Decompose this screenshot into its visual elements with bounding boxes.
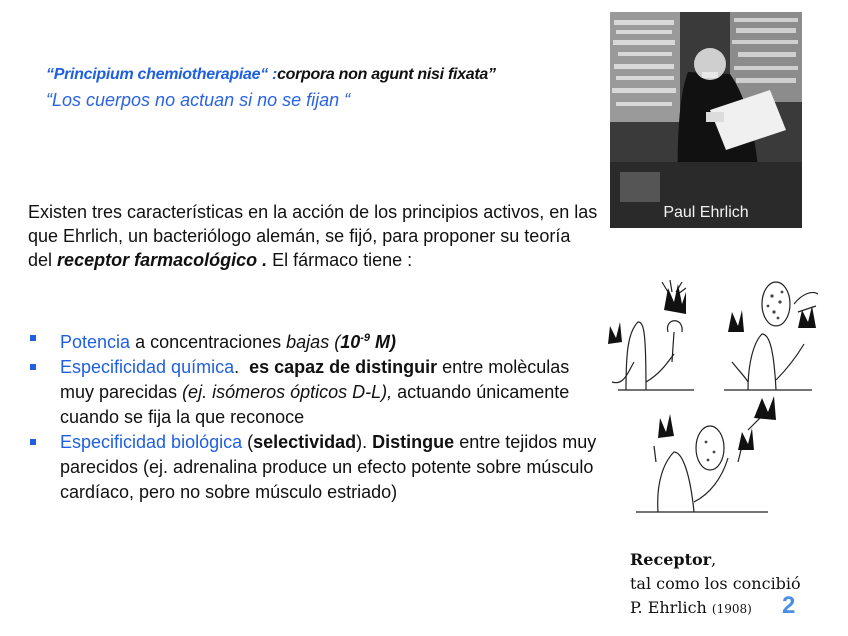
page-number: 2 — [782, 592, 796, 619]
list-item-potencia — [28, 326, 598, 355]
bullet-italic: bajas ( — [286, 332, 341, 352]
latin-quote — [46, 66, 586, 84]
caption-line2: tal como los concibió — [630, 574, 801, 593]
bullet-term: Especificidad química — [60, 357, 235, 377]
bullet-square-icon — [30, 364, 36, 370]
potency-exponent: -9 — [360, 332, 370, 344]
bullet-text: . — [234, 357, 250, 377]
intro-text: Existen tres características en la acción de los principios activos, en las que Ehrlich, un bacteriólogo alemán, se fijó, para proponer su teoría del — [28, 202, 598, 270]
intro-tail: El fármaco tiene : — [267, 250, 413, 270]
photo-caption: Paul Ehrlich — [663, 204, 749, 221]
intro-paragraph — [28, 200, 598, 272]
bullet-bold: selectividad — [253, 432, 357, 452]
potency-unit: M) — [370, 332, 396, 352]
bullet-bold: es capaz de distinguir — [249, 357, 438, 377]
bullet-text: ( — [242, 432, 254, 452]
caption-year: (1908) — [711, 602, 752, 616]
receptor-drawings — [598, 262, 828, 534]
latin-rest: corpora non agunt nisi fixata” — [277, 66, 496, 83]
photo-illustration — [610, 12, 802, 228]
bullet-text: entre molèculas muy parecidas — [60, 357, 570, 402]
ehrlich-photo — [610, 12, 802, 228]
bullet-term: Potencia — [60, 332, 131, 352]
bullet-text: entre tejidos muy parecidos (ej. adrenalina produce un efecto potente sobre músculo cardíaco, pero no sobre músculo estriado) — [60, 432, 597, 502]
bullet-square-icon — [30, 439, 36, 445]
caption-title: Receptor — [630, 550, 712, 569]
bullet-bold: Distingue — [372, 432, 455, 452]
latin-title: Principium chemiotherapiae — [53, 66, 261, 83]
caption-comma: , — [711, 550, 717, 569]
bullet-square-icon — [30, 335, 36, 341]
potency-value: 10 — [340, 332, 361, 352]
figure-caption — [630, 548, 801, 621]
bullet-italic: (ej. isómeros ópticos D-L), — [182, 382, 393, 402]
characteristics-list — [28, 326, 598, 505]
open-quote-mark: “ — [46, 66, 54, 83]
caption-line3: P. Ehrlich — [630, 598, 712, 617]
quote-block — [46, 66, 586, 111]
spanish-translation: “Los cuerpos no actuan si no se fijan “ — [46, 90, 351, 110]
list-item-especificidad-quimica — [28, 355, 598, 430]
bullet-text: ). — [356, 432, 373, 452]
bullet-term: Especificidad biológica — [60, 432, 243, 452]
close-quote-mark: “ : — [260, 66, 278, 83]
list-item-especificidad-biologica — [28, 430, 598, 505]
intro-emphasis: receptor farmacológico . — [57, 250, 268, 270]
bullet-text: actuando únicamente cuando se fija la que reconoce — [60, 382, 570, 427]
bullet-text: a concentraciones — [130, 332, 287, 352]
